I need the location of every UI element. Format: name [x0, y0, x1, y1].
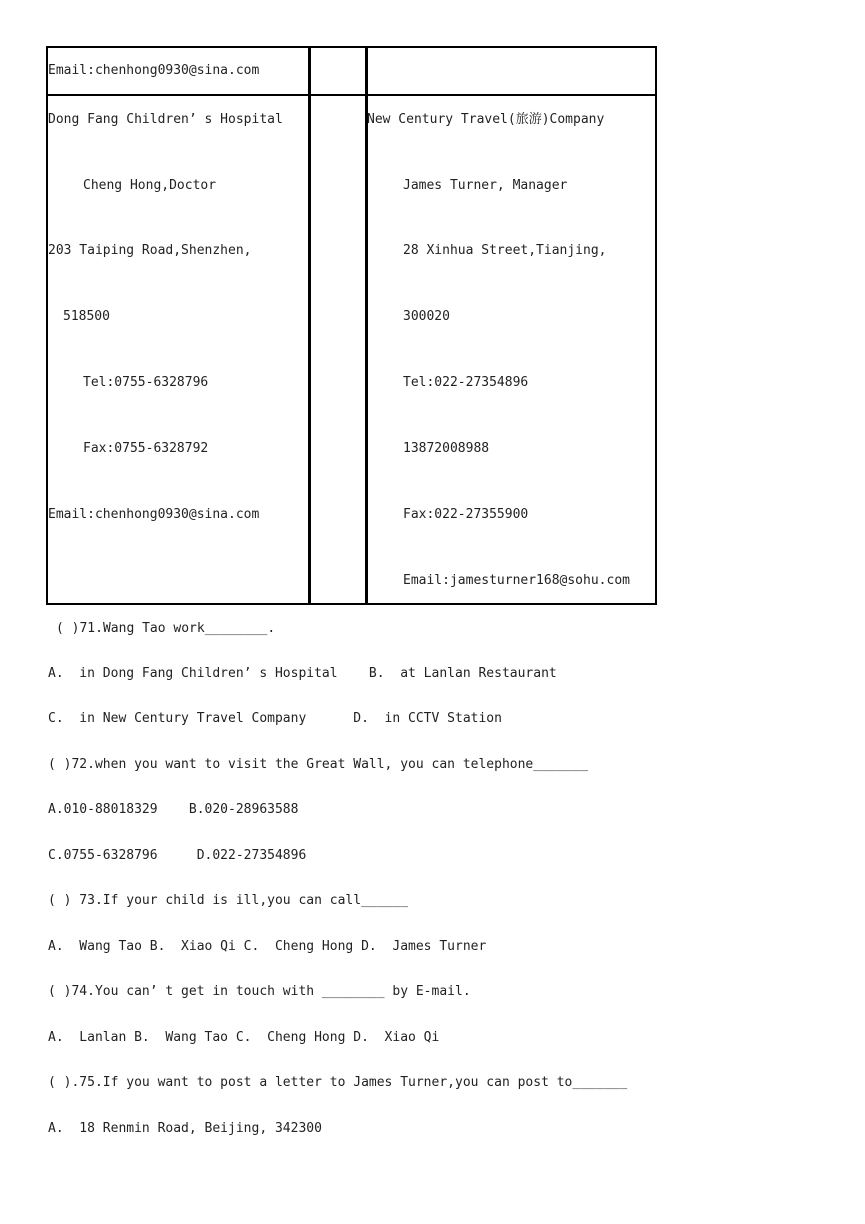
right-card-address: 28 Xinhua Street,Tianjing, [403, 243, 607, 258]
top-left-email: Email:chenhong0930@sina.com [48, 63, 260, 78]
right-card-email: Email:jamesturner168@sohu.com [403, 573, 630, 588]
left-card-person: Cheng Hong,Doctor [83, 178, 217, 193]
question-72-options-cd: C.0755-6328796 D.022-27354896 [48, 848, 307, 863]
question-75-option-a: A. 18 Renmin Road, Beijing, 342300 [48, 1121, 322, 1136]
question-75: ( ).75.If you want to post a letter to James Turner,you can post to_______ [48, 1075, 628, 1090]
right-card-cell [365, 94, 657, 605]
question-73-options: A. Wang Tao B. Xiao Qi C. Cheng Hong D. James Turner [48, 939, 487, 954]
left-card-cell [46, 94, 311, 605]
question-73: ( ) 73.If your child is ill,you can call______ [48, 893, 409, 908]
right-card-mobile: 13872008988 [403, 441, 490, 456]
right-card-fax: Fax:022-27355900 [403, 507, 529, 522]
question-71-options-cd: C. in New Century Travel Company D. in CCTV Station [48, 711, 502, 726]
left-card-address: 203 Taiping Road,Shenzhen, [48, 243, 252, 258]
question-74: ( )74.You can’ t get in touch with ________ by E-mail. [48, 984, 471, 999]
left-card-company: Dong Fang Children’ s Hospital [48, 112, 283, 127]
right-card-company: New Century Travel(旅游)Company [367, 112, 605, 127]
top-right-cell [365, 46, 657, 96]
question-74-options: A. Lanlan B. Wang Tao C. Cheng Hong D. Xiao Qi [48, 1030, 440, 1045]
right-card-postcode: 300020 [403, 309, 450, 324]
left-card-email: Email:chenhong0930@sina.com [48, 507, 260, 522]
question-71: ( )71.Wang Tao work________. [56, 621, 276, 636]
left-card-tel: Tel:0755-6328796 [83, 375, 209, 390]
right-card-tel: Tel:022-27354896 [403, 375, 529, 390]
left-card-postcode: 518500 [63, 309, 110, 324]
question-72-options-ab: A.010-88018329 B.020-28963588 [48, 802, 299, 817]
question-71-options-ab: A. in Dong Fang Children’ s Hospital B. at Lanlan Restaurant [48, 666, 557, 681]
question-72: ( )72.when you want to visit the Great Wall, you can telephone_______ [48, 757, 589, 772]
top-middle-cell [308, 46, 368, 96]
right-card-person: James Turner, Manager [403, 178, 568, 193]
middle-card-cell [308, 94, 368, 605]
left-card-fax: Fax:0755-6328792 [83, 441, 209, 456]
